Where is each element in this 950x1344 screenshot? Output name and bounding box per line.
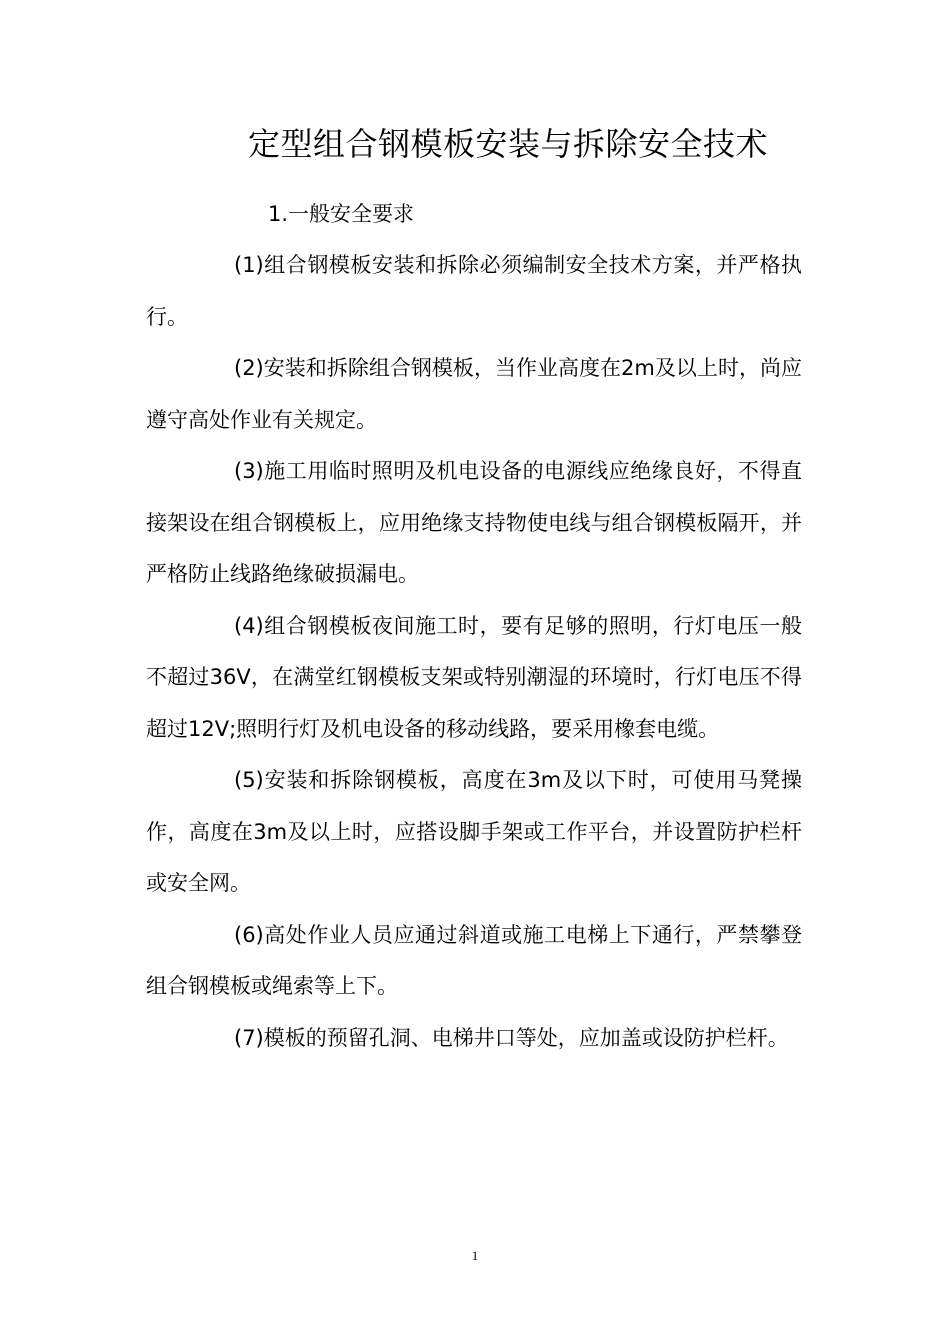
paragraph-3: (3)施工用临时照明及机电设备的电源线应绝缘良好，不得直接架设在组合钢模板上，应用绝缘支持物使电线与组合钢模板隔开，并严格防止线路绝缘破损漏电。	[146, 459, 802, 586]
paragraph-6: (6)高处作业人员应通过斜道或施工电梯上下通行，严禁攀登组合钢模板或绳索等上下。	[146, 922, 802, 998]
paragraph-5: (5)安装和拆除钢模板，高度在3m及以下时，可使用马凳操作，高度在3m及以上时，应搭设脚手架或工作平台，并设置防护栏杆或安全网。	[146, 768, 802, 895]
paragraph-1: (1)组合钢模板安装和拆除必须编制安全技术方案，并严格执行。	[146, 253, 802, 329]
document-body	[146, 240, 802, 1064]
page-number: 1	[471, 1248, 479, 1263]
document-title: 定型组合钢模板安装与拆除安全技术	[247, 125, 768, 163]
section-heading: 1.一般安全要求	[268, 202, 415, 226]
paragraph-7: (7)模板的预留孔洞、电梯井口等处，应加盖或设防护栏杆。	[234, 1025, 789, 1050]
paragraph-4: (4)组合钢模板夜间施工时，要有足够的照明，行灯电压一般不超过36V，在满堂红钢模板支架或特别潮湿的环境时，行灯电压不得超过12V;照明行灯及机电设备的移动线路，要采用橡套电缆。	[146, 613, 802, 741]
paragraph-2: (2)安装和拆除组合钢模板，当作业高度在2m及以上时，尚应遵守高处作业有关规定。	[146, 356, 802, 432]
